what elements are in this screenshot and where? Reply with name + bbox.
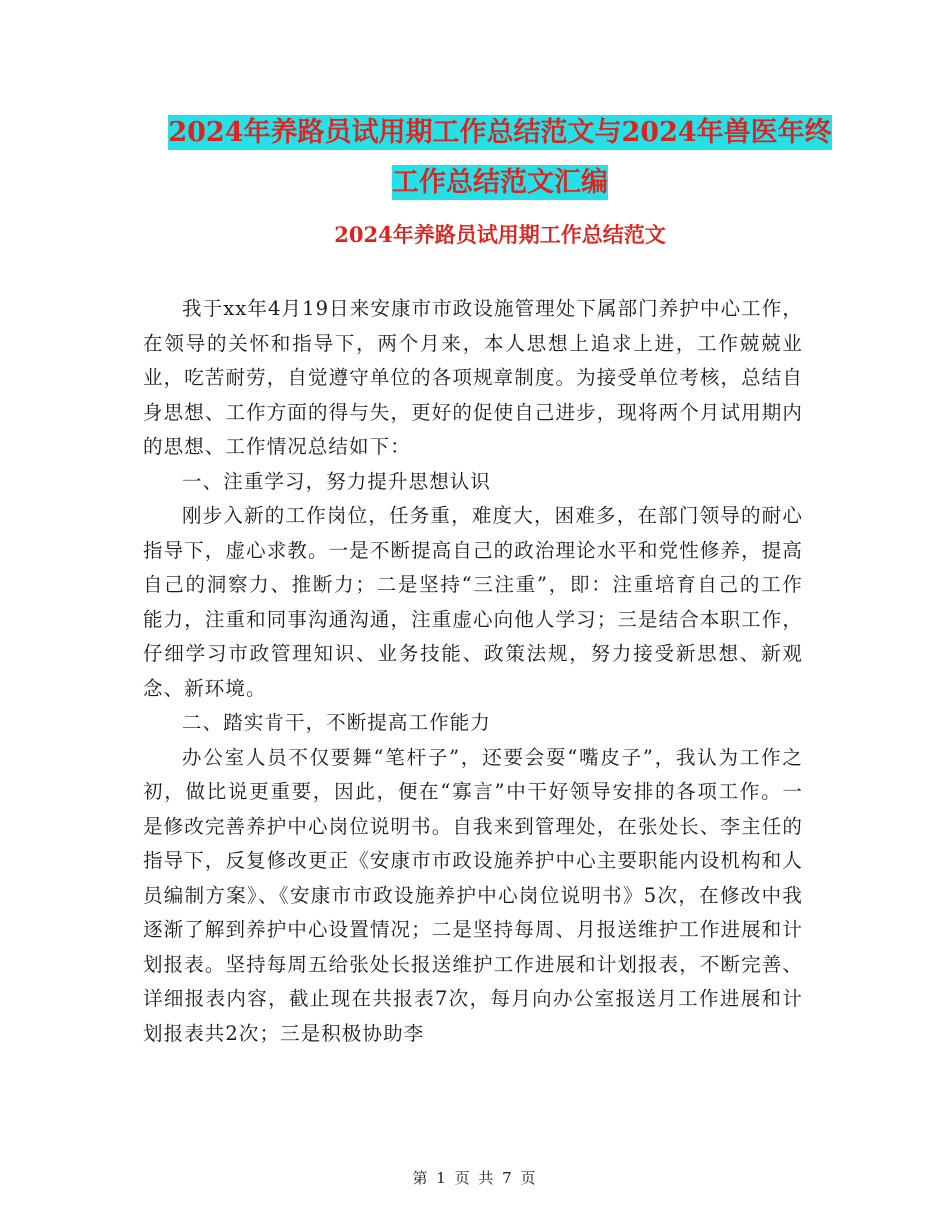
section-title: 2024年养路员试用期工作总结范文 — [334, 222, 666, 247]
paragraph-work: 办公室人员不仅要舞“笔杆子”，还要会耍“嘴皮子”，我认为工作之初，做比说更重要，因此，便在“寡言”中干好领导安排的各项工作。一是修改完善养护中心岗位说明书。自我来到管理处，在张处长、李主任的指导下，反复修改更正《安康市市政设施养护中心主要职能内设机构和人员编制方案》、《安康市市政设施养护中心岗位说明书》5次，在修改中我逐渐了解到养护中心设置情况；二是坚持每周、月报送维护工作进展和计划报表。坚持每周五给张处长报送维护工作进展和计划报表，不断完善、详细报表内容，截止现在共报表7次，每月向办公室报送月工作进展和计划报表共2次；三是积极协助李 — [143, 745, 803, 1045]
heading-one: 一、注重学习，努力提升思想认识 — [182, 469, 492, 493]
document-title — [140, 108, 860, 208]
paragraph-intro: 我于xx年4月19日来安康市市政设施管理处下属部门养护中心工作，在领导的关怀和指导下，两个月来，本人思想上追求上进，工作兢兢业业，吃苦耐劳，自觉遵守单位的各项规章制度。为接受单位考核，总结自身思想、工作方面的得与失，更好的促使自己进步，现将两个月试用期内的思想、工作情况总结如下： — [143, 297, 803, 458]
page-number-footer: 第 1 页 共 7 页 — [412, 1169, 538, 1187]
paragraph-study: 刚步入新的工作岗位，任务重，难度大，困难多，在部门领导的耐心指导下，虚心求教。一是不断提高自己的政治理论水平和党性修养，提高自己的洞察力、推断力；二是坚持“三注重”，即：注重培育自己的工作能力，注重和同事沟通沟通，注重虚心向他人学习；三是结合本职工作，仔细学习市政管理知识、业务技能、政策法规，努力接受新思想、新观念、新环境。 — [143, 504, 803, 700]
heading-two: 二、踏实肯干，不断提高工作能力 — [182, 711, 492, 734]
document-title-line-1: 2024年养路员试用期工作总结范文与2024年兽医年终 — [168, 117, 832, 148]
document-body — [143, 292, 803, 1051]
document-title-line-2: 工作总结范文汇编 — [392, 167, 608, 198]
